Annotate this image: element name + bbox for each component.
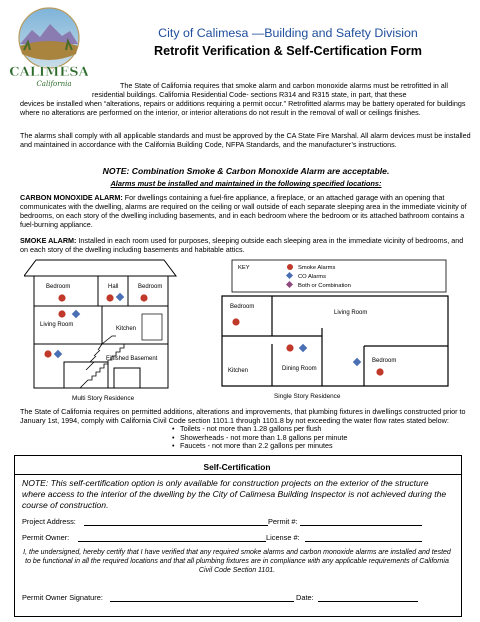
self-certification-title: Self-Certification bbox=[203, 462, 271, 472]
room-label: Bedroom bbox=[46, 284, 71, 290]
list-item: • Faucets - not more than 2.2 gallons per minutes bbox=[172, 442, 347, 451]
divider bbox=[14, 474, 462, 475]
room-label: Finished Basement bbox=[106, 356, 158, 362]
form-title: Retrofit Verification & Self-Certification Form bbox=[154, 44, 422, 58]
permit-owner-field[interactable] bbox=[78, 541, 266, 542]
co-alarm-marker bbox=[299, 344, 307, 352]
license-number-field[interactable] bbox=[305, 541, 422, 542]
room-label: Kitchen bbox=[116, 326, 137, 332]
key-smoke-swatch bbox=[287, 264, 293, 270]
plumbing-paragraph: The State of California requires on permitted additions, alterations and improvements, that plumbing fixtures in dwellings constructed prior to January 1st, 1994, comply with California Civil Code section 1101.1 through 1101.8 by not exceeding the water flow rates stated below: bbox=[20, 407, 466, 426]
signature-label: Permit Owner Signature: bbox=[22, 593, 103, 602]
key-co-swatch bbox=[286, 272, 293, 279]
room-label: Bedroom bbox=[372, 358, 397, 364]
smoke-alarm-marker bbox=[140, 294, 147, 301]
list-item: • Showerheads - not more than 1.8 gallons per minute bbox=[172, 434, 347, 443]
key-co-label: CO Alarms bbox=[298, 274, 327, 280]
room-label: Kitchen bbox=[228, 368, 249, 374]
svg-text:CALIMESA: CALIMESA bbox=[10, 65, 88, 80]
co-alarm-heading: CARBON MONOXIDE ALARM: bbox=[20, 193, 123, 202]
co-alarm-marker bbox=[353, 358, 361, 366]
smoke-alarm-heading: SMOKE ALARM: bbox=[20, 236, 77, 245]
alarm-placement-diagram bbox=[24, 258, 460, 406]
co-alarm-marker bbox=[54, 350, 62, 358]
smoke-alarm-marker bbox=[286, 344, 293, 351]
svg-text:California: California bbox=[36, 80, 72, 88]
co-alarm-marker bbox=[72, 310, 80, 318]
room-label: Dining Room bbox=[282, 366, 317, 372]
permit-number-label: Permit #: bbox=[268, 517, 298, 526]
alarm-location-subnote: Alarms must be installed and maintained in the following specified locations: bbox=[110, 179, 382, 188]
permit-number-field[interactable] bbox=[300, 525, 422, 526]
room-label: Hall bbox=[108, 284, 119, 290]
certification-statement: I, the undersigned, hereby certify that I have verified that any required smoke alarms and carbon monoxide alarms are installed and tested to be functional in all the required locations and that all plumbing fixtures are in compliance with any applicable requirements of California Civil Code Section 1101. bbox=[23, 549, 451, 574]
key-title: KEY bbox=[238, 265, 250, 271]
room-label: Bedroom bbox=[230, 304, 255, 310]
combination-alarm-note: NOTE: Combination Smoke & Carbon Monoxide Alarm are acceptable. bbox=[102, 166, 390, 176]
standards-paragraph: The alarms shall comply with all applicable standards and must be approved by the CA State Fire Marshal. All alarm devices must be installed and maintained in accordance with the California Building Code, NFPA Standards, and the manufacturer’s instructions. bbox=[20, 131, 471, 150]
smoke-alarm-marker bbox=[376, 368, 383, 375]
co-alarm-paragraph bbox=[20, 193, 472, 229]
signature-field[interactable] bbox=[110, 601, 294, 602]
permit-owner-label: Permit Owner: bbox=[22, 533, 70, 542]
self-certification-note: NOTE: This self-certification option is only available for construction projects on the exterior of the structure where access to the interior of the dwelling by the City of Calimesa Building Inspector is not achieved during the course of construction. bbox=[22, 478, 447, 510]
room-label: Bedroom bbox=[138, 284, 163, 290]
single-story-caption: Single Story Residence bbox=[274, 393, 341, 400]
smoke-alarm-marker bbox=[58, 310, 65, 317]
date-label: Date: bbox=[296, 593, 314, 602]
diagram-key bbox=[232, 260, 446, 292]
co-alarm-text: For dwellings containing a fuel-fire appliance, a fireplace, or an attached garage with an opening that communicates with the dwelling, alarms are required on the ceiling or wall outside of each separate sleeping area in the immediate vicinity of bedrooms, on each story of the dwelling including basements, and in each bedroom where the bedroom or its attached bathroom contains a fuel-burning appliance. bbox=[20, 193, 467, 230]
fixture-flow-list bbox=[172, 425, 347, 451]
smoke-alarm-marker bbox=[232, 318, 239, 325]
multi-story-caption: Multi Story Residence bbox=[72, 395, 135, 402]
project-address-label: Project Address: bbox=[22, 517, 76, 526]
key-both-swatch bbox=[286, 281, 293, 288]
calimesa-logo bbox=[10, 6, 88, 88]
city-division-title: City of Calimesa —Building and Safety Division bbox=[158, 26, 418, 40]
intro-paragraph-line1: The State of California requires that smoke alarm and carbon monoxide alarms must be retrofitted in all residential buildings. California Residential Code- sections R314 and R315 state, in part, that these bbox=[92, 81, 448, 100]
key-both-label: Both or Combination bbox=[298, 283, 351, 289]
license-number-label: License #: bbox=[266, 533, 300, 542]
key-smoke-label: Smoke Alarms bbox=[298, 265, 336, 271]
room-label: Living Room bbox=[334, 310, 368, 316]
intro-paragraph-cont: devices be installed when “alterations, repairs or additions requiring a permit occur.” Retrofitted alarms may be battery operated for buildings where no alterations are performed on the interior, or interior alterations do not result in the removal of wall or ceilings finishes. bbox=[20, 99, 466, 118]
smoke-alarm-marker bbox=[106, 294, 113, 301]
smoke-alarm-paragraph bbox=[20, 236, 472, 254]
smoke-alarm-marker bbox=[58, 294, 65, 301]
co-alarm-marker bbox=[116, 293, 124, 301]
project-address-field[interactable] bbox=[84, 525, 268, 526]
room-label: Living Room bbox=[40, 322, 74, 328]
smoke-alarm-text: Installed in each room used for purposes, sleeping outside each sleeping area in the immediate vicinity of bedrooms, and on each story of the dwelling including basements and habitable attics. bbox=[20, 236, 464, 255]
date-field[interactable] bbox=[318, 601, 418, 602]
smoke-alarm-marker bbox=[44, 350, 51, 357]
list-item: • Toilets - not more than 1.28 gallons per flush bbox=[172, 425, 347, 434]
